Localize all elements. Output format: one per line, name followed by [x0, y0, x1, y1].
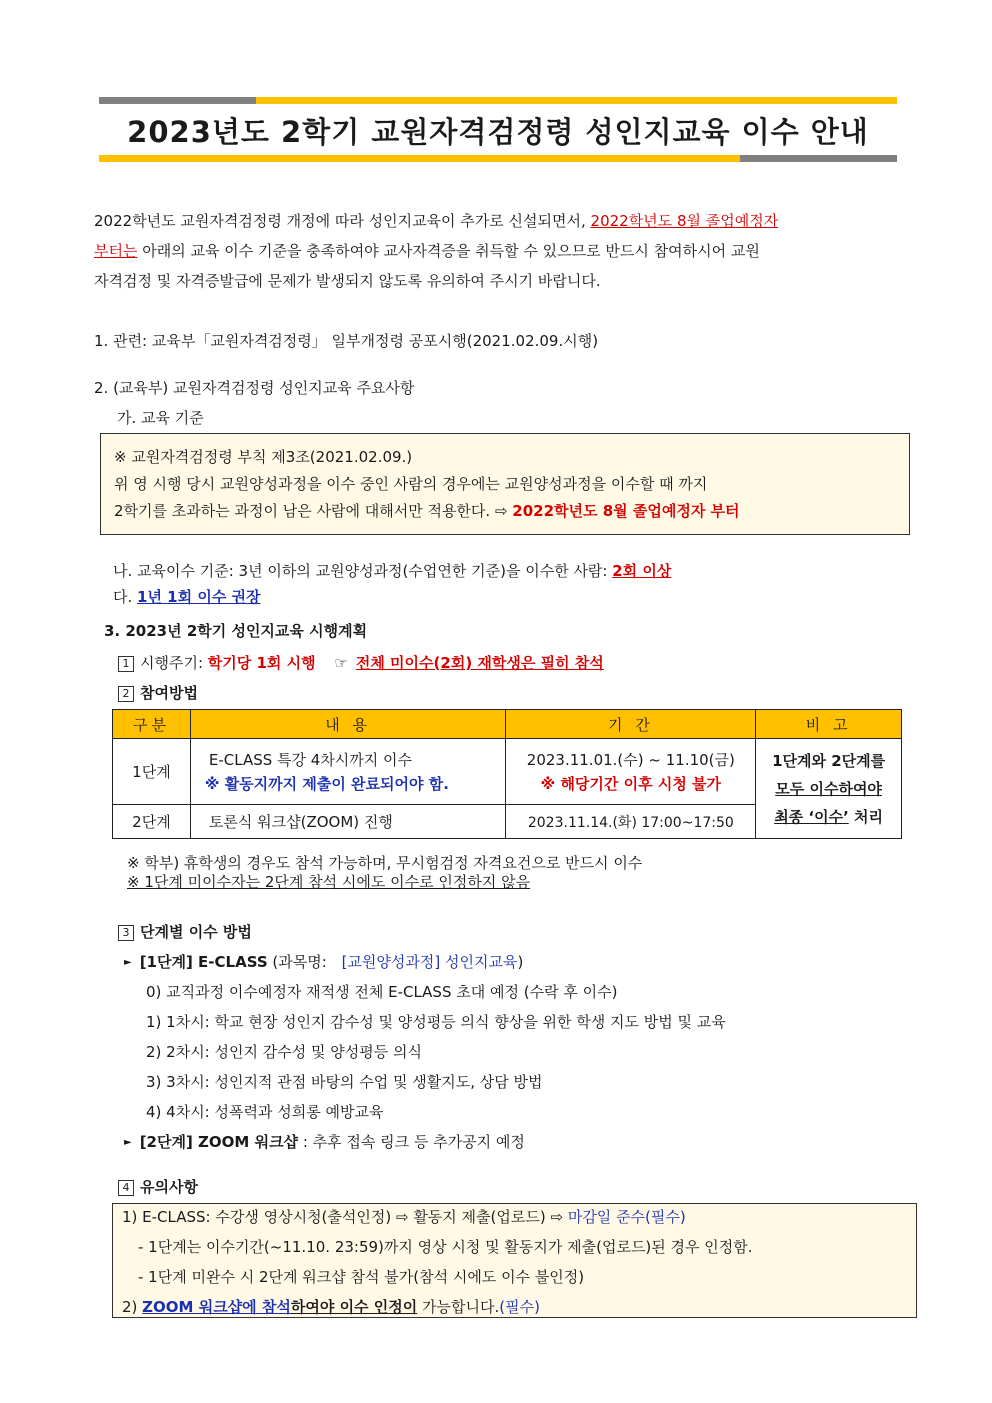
content-cell: 토론식 워크샵(ZOOM) 진행: [190, 805, 506, 839]
notice-num: 2): [122, 1298, 143, 1316]
intro-line-1: [94, 210, 778, 231]
item-number-box: 1: [118, 656, 134, 672]
item-4-label: 유의사항: [140, 1178, 198, 1196]
item-2: [118, 682, 198, 703]
notice-line-4: [122, 1296, 540, 1317]
header-stage: 구분: [113, 710, 191, 739]
section-2-ga: 가. 교육 기준: [117, 409, 204, 427]
notice-zoom: ZOOM 워크샵에 참석: [142, 1298, 291, 1316]
remark-line-1: 1단계와 2단계를: [772, 751, 886, 770]
intro-line-2: [94, 240, 760, 261]
item-3-label: 단계별 이수 방법: [140, 923, 252, 941]
notice-credit: 하여야 이수 인정이: [290, 1298, 418, 1316]
step-item: 4) 4차시: 성폭력과 성희롱 예방교육: [146, 1103, 384, 1121]
note-1: ※ 학부) 휴학생의 경우도 참석 가능하며, 무시험검정 자격요건으로 반드시 이수: [127, 854, 643, 872]
remark-highlight: 최종 ‘이수’: [774, 807, 849, 826]
na-text: 나. 교육이수 기준: 3년 이하의 교원양성과정(수업연한 기준)을 이수한 사람:: [113, 562, 613, 580]
table-row: [113, 739, 902, 805]
triangle-bullet-icon: ►: [124, 957, 132, 968]
remark-line-2: 모두 이수하여야: [775, 779, 882, 798]
note-2: ※ 1단계 미이수자는 2단계 참석 시에도 이수로 인정하지 않음: [127, 873, 531, 891]
item-1-highlight: 학기당 1회 시행: [207, 654, 316, 672]
page-title: 2023년도 2학기 교원자격검정령 성인지교육 이수 안내: [127, 115, 869, 149]
content-note: ※ 활동지까지 제출이 완료되어야 함.: [204, 774, 449, 793]
item-number-box: 4: [118, 1180, 134, 1196]
section-1: 1. 관련: 교육부「교원자격검정령」 일부개정령 공포시행(2021.02.09.시행): [94, 332, 599, 350]
content-main: E-CLASS 특강 4차시까지 이수: [208, 750, 413, 769]
period-note: ※ 해당기간 이후 시청 불가: [540, 774, 722, 793]
step-2-text: : 추후 접속 링크 등 추가공지 예정: [298, 1133, 525, 1151]
stage-cell: 2단계: [113, 805, 191, 839]
pointing-hand-icon: ☞: [334, 654, 348, 672]
plan-table: [112, 709, 902, 839]
notice-highlight: 마감일 준수(필수): [567, 1208, 686, 1226]
header-content: 내 용: [190, 710, 506, 739]
section-2-heading: 2. (교육부) 교원자격검정령 성인지교육 주요사항: [94, 379, 415, 397]
content-cell: [190, 739, 506, 805]
remark-cell: [756, 739, 902, 839]
intro-line-3: 자격검정 및 자격증발급에 문제가 발생되지 않도록 유의하여 주시기 바랍니다.: [94, 272, 601, 290]
step-2-heading: [124, 1131, 525, 1152]
intro-highlight-2: 부터는: [94, 242, 138, 260]
regulation-line-3: [114, 500, 740, 521]
intro-text-2: 아래의 교육 이수 기준을 충족하여야 교사자격증을 취득할 수 있으므로 반드시 참여하시어 교원: [137, 242, 760, 260]
period-cell: [506, 739, 756, 805]
item-number-box: 3: [118, 925, 134, 941]
period-cell: 2023.11.14.(화) 17:00~17:50: [506, 805, 756, 839]
step-item: 0) 교직과정 이수예정자 재적생 전체 E-CLASS 초대 예정 (수락 후 이수): [146, 983, 618, 1001]
step-item: 3) 3차시: 성인지적 관점 바탕의 수업 및 생활지도, 상담 방법: [146, 1073, 543, 1091]
notice-text: 1) E-CLASS: 수강생 영상시청(출석인정) ⇨ 활동지 제출(업로드) ⇨: [122, 1208, 568, 1226]
item-1-label: 시행주기:: [140, 654, 208, 672]
item-3: [118, 921, 252, 942]
step-item: 2) 2차시: 성인지 감수성 및 양성평등 의식: [146, 1043, 422, 1061]
title-bar-bottom-yellow: [99, 155, 740, 162]
item-1: [118, 652, 604, 673]
step-1-subject: [교원양성과정] 성인지교육: [341, 953, 518, 971]
header-period: 기 간: [506, 710, 756, 739]
item-2-label: 참여방법: [140, 684, 198, 702]
section-3-heading: 3. 2023년 2학기 성인지교육 시행계획: [104, 622, 368, 640]
remark-text: 처리: [848, 807, 883, 826]
title-bar-bottom-gray: [740, 155, 897, 162]
table-header-row: [113, 710, 902, 739]
section-2-na: [113, 560, 671, 581]
regulation-line-2: 위 영 시행 당시 교원양성과정을 이수 중인 사람의 경우에는 교원양성과정을 이수할 때 까지: [114, 475, 708, 493]
triangle-bullet-icon: ►: [124, 1137, 132, 1148]
item-4: [118, 1176, 198, 1197]
da-text: 다.: [113, 588, 138, 606]
period-main: 2023.11.01.(수) ~ 11.10(금): [526, 750, 735, 769]
notice-line-2: - 1단계는 이수기간(~11.10. 23:59)까지 영상 시청 및 활동지가 제출(업로드)된 경우 인정함.: [138, 1238, 753, 1256]
step-1-heading: [124, 951, 523, 972]
remark-line-3: [757, 803, 900, 831]
regulation-line-1: ※ 교원자격검정령 부칙 제3조(2021.02.09.): [114, 448, 413, 466]
step-2-title: [2단계] ZOOM 워크샵: [139, 1133, 299, 1151]
intro-highlight: 2022학년도 8월 졸업예정자: [590, 212, 779, 230]
regulation-highlight: 2022학년도 8월 졸업예정자 부터: [512, 502, 740, 520]
step-1-subject-label: (과목명:: [267, 953, 332, 971]
stage-cell: 1단계: [113, 739, 191, 805]
step-item: 1) 1차시: 학교 현장 성인지 감수성 및 양성평등 의식 향상을 위한 학생 지도 방법 및 교육: [146, 1013, 726, 1031]
notice-required: (필수): [499, 1298, 540, 1316]
da-highlight: 1년 1회 이수 권장: [137, 588, 261, 606]
notice-line-1: [122, 1206, 686, 1227]
intro-text: 2022학년도 교원자격검정령 개정에 따라 성인지교육이 추가로 신설되면서,: [94, 212, 591, 230]
title-bar-top-yellow: [256, 97, 897, 104]
notice-end: 가능합니다.: [417, 1298, 500, 1316]
title-bar-top-gray: [99, 97, 256, 104]
step-1-title: [1단계] E-CLASS: [139, 953, 268, 971]
notice-line-3: - 1단계 미완수 시 2단계 워크샵 참석 불가(참석 시에도 이수 불인정): [138, 1268, 585, 1286]
step-1-close: ): [517, 953, 524, 971]
regulation-text: 2학기를 초과하는 과정이 남은 사람에 대해서만 적용한다. ⇨: [114, 502, 513, 520]
item-1-warning: 전체 미이수(2회) 재학생은 필히 참석: [355, 654, 604, 672]
na-highlight: 2회 이상: [612, 562, 672, 580]
section-2-da: [113, 586, 261, 607]
header-remark: 비 고: [756, 710, 902, 739]
item-number-box: 2: [118, 686, 134, 702]
